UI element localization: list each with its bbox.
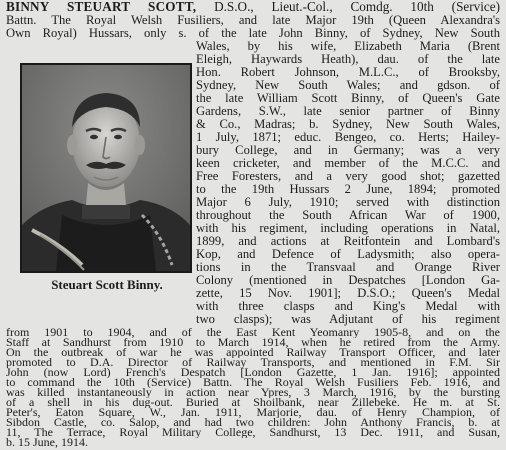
text-line: Battn. The Royal Welsh Fusiliers, and late Major 19th (Queen Alexandra's — [6, 14, 500, 27]
text-line: with three clasps and King's Medal with — [196, 300, 500, 313]
text-line: Eleigh, Haywards Heath), dau. of the late — [196, 53, 500, 66]
text-line: the late William Scott Binny, of Queen's Gate — [196, 92, 500, 105]
subject-rank: D.S.O., Lieut.-Col., Comdg. 10th (Service) — [214, 0, 500, 14]
text-line: to the 19th Hussars 2 June, 1894; promoted — [196, 183, 500, 196]
text-line: tions in the Transvaal and Orange River — [196, 261, 500, 274]
text-line: zette, 15 Nov. 1901]; D.S.O.; Queen's Medal — [196, 287, 500, 300]
text-line: with his regiment, including operations in Natal, — [196, 222, 500, 235]
portrait-image — [22, 65, 190, 271]
text-line: Own Royal) Hussars, only s. of the late John Binny, of Sydney, New South — [6, 27, 500, 40]
text-line: 11, The Terrace, Royal Military College, Sandhurst, 13 Dec. 1911, and Susan, — [6, 426, 500, 438]
text-line: Major 6 July, 1910; served with distinction — [196, 196, 500, 209]
text-line: bury College, and in Germany; was a very — [196, 144, 500, 157]
text-line: keen cricketer, and member of the M.C.C. and — [196, 157, 500, 170]
text-line: Sibdon Castle, co. Salop, and had two children: John Anthony Francis, b. at — [6, 416, 500, 428]
text-line: to command the 10th (Service) Battn. The Royal Welsh Fusiliers Feb. 1916, and — [6, 376, 500, 388]
text-line: Gardens, S.W., late senior partner of Binny — [196, 105, 500, 118]
text-line: throughout the South African War of 1900, — [196, 209, 500, 222]
photo-caption: Steuart Scott Binny. — [51, 277, 163, 292]
text-line: & Co., Madras; b. Sydney, New South Wales, — [196, 118, 500, 131]
text-line: b. 15 June, 1914. — [6, 436, 88, 448]
text-line: two clasps); was Adjutant of his regiment — [196, 313, 500, 326]
text-line: 1 July, 1871; educ. Bengeo, co. Herts; Hailey- — [196, 131, 500, 144]
text-line: Sydney, New South Wales; and gdson. of — [196, 79, 500, 92]
text-line: Kop, and Defence of Ladysmith; also opera- — [196, 248, 500, 261]
text-line: Peter's, Eaton Square, W., Jan. 1911, Marjorie, dau. of Henry Champion, of — [6, 406, 500, 418]
text-line: Hon. Robert Johnson, M.L.C., of Brooksby, — [196, 66, 500, 79]
text-line: of a shell in his dug-out. Buried at Shoilbank, near Zillebeke. He m. at St. — [6, 396, 500, 408]
text-line: Wales, by his wife, Elizabeth Maria (Brent — [196, 40, 500, 53]
text-line: Staff at Sandhurst from 1910 to March 1914, when he retired from the Army. — [6, 336, 500, 348]
text-line: from 1901 to 1904, and of the East Kent Yeomanry 1905-8, and on the — [6, 326, 500, 338]
text-line: John (now Lord) French's Despatch [London Gazette, 1 Jan. 1916]; appointed — [6, 366, 500, 378]
text-line: was killed instantaneously in action near Ypres, 3 March, 1916, by the bursting — [6, 386, 500, 398]
text-line: Free Foresters, and a very good shot; gazetted — [196, 170, 500, 183]
portrait-photo — [20, 63, 192, 273]
text-line: On the outbreak of war he was appointed Railway Transport Officer, and later — [6, 346, 500, 358]
text-line: promoted to D.A. Director of Railway Transports, and mentioned in F.M. Sir — [6, 356, 500, 368]
subject-name: BINNY STEUART SCOTT, — [6, 0, 197, 14]
text-line: 1899, and actions at Reitfontein and Lombard's — [196, 235, 500, 248]
entry-heading — [6, 0, 500, 14]
text-line: Colony (mentioned in Despatches [London Ga- — [196, 274, 500, 287]
